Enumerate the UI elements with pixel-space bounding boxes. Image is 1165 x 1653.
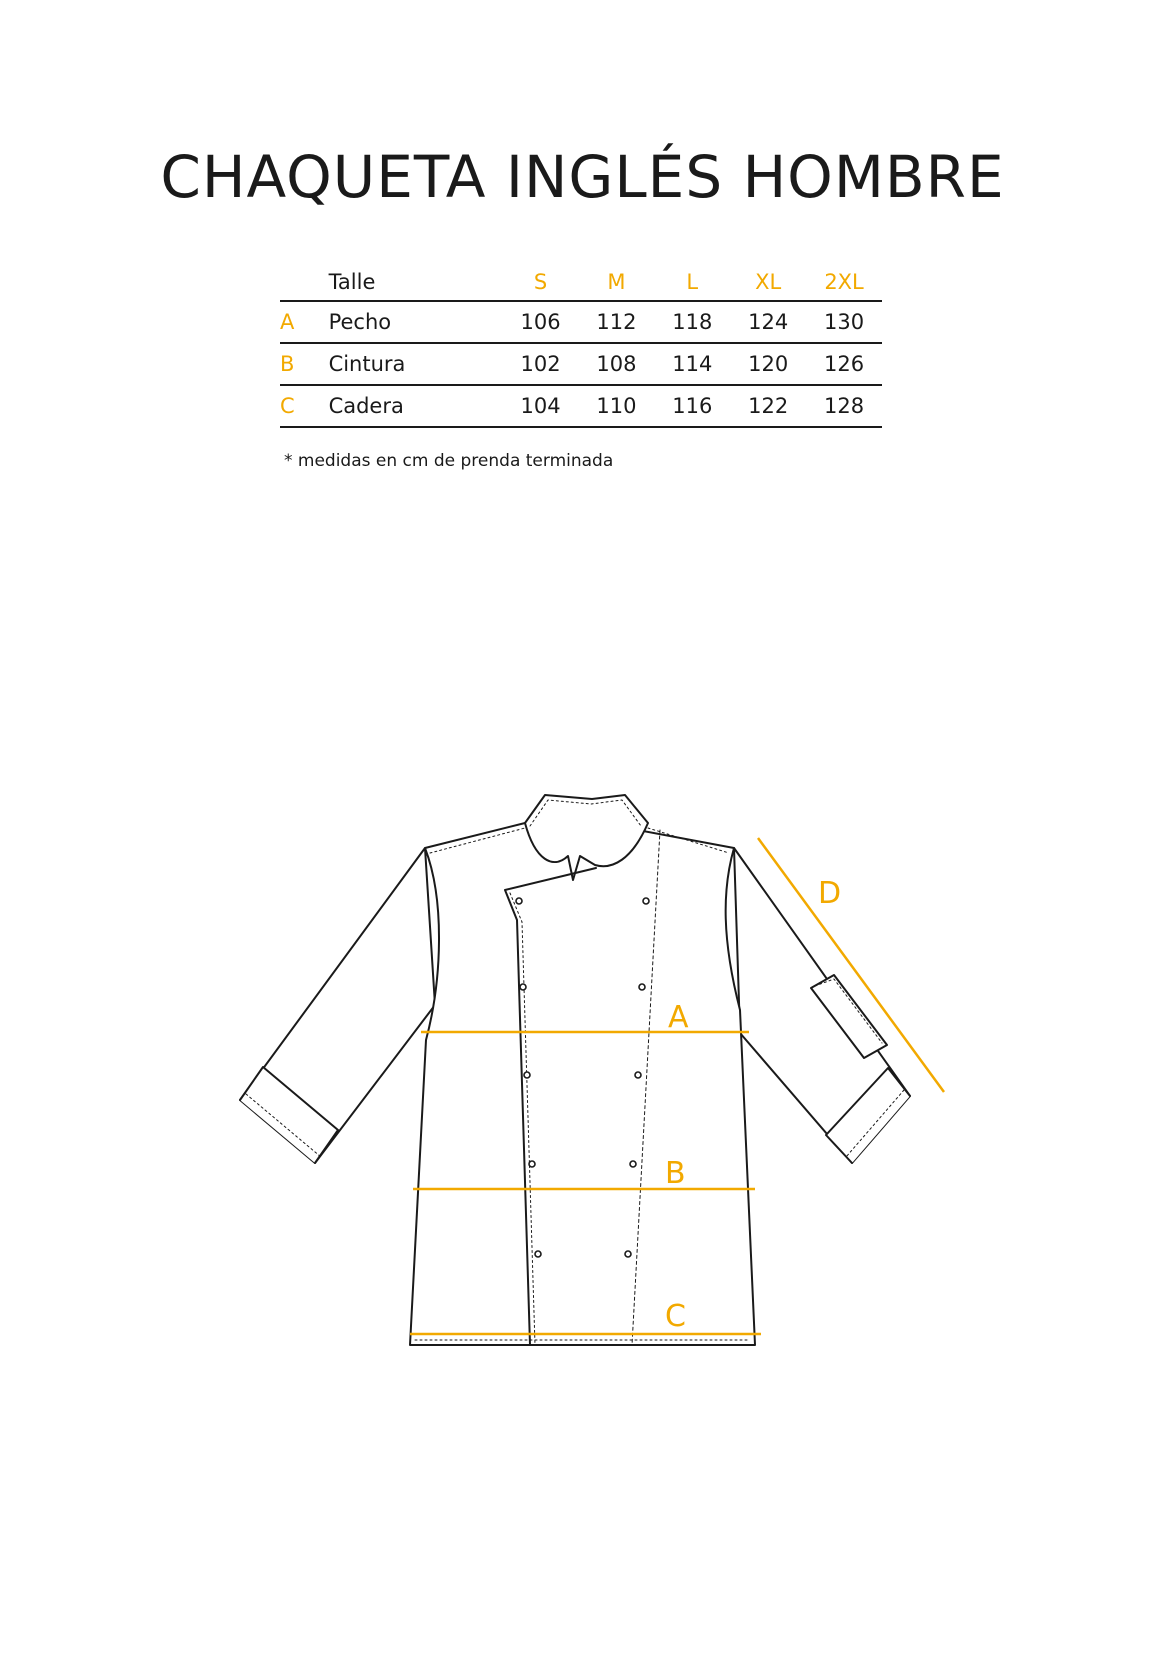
cell-value: 122 [748,394,789,418]
button-icon [535,1251,541,1257]
button-icon [639,984,645,990]
row-name: Cadera [328,394,404,418]
row-key: B [280,352,295,376]
size-label-m: M [607,270,626,294]
button-icon [635,1072,641,1078]
button-icon [630,1161,636,1167]
cell-value: 120 [748,352,789,376]
button-icon [524,1072,530,1078]
size-label-s: S [533,270,548,294]
size-label-2xl: 2XL [824,270,864,294]
measure-label-c: C [665,1299,686,1334]
button-icon [625,1251,631,1257]
button-icon [520,984,526,990]
cell-value: 128 [823,394,865,418]
cell-value: 130 [823,310,865,334]
cell-value: 124 [748,310,789,334]
cell-value: 102 [520,352,561,376]
cell-value: 112 [596,310,637,334]
row-name: Cintura [328,352,406,376]
cell-value: 108 [596,352,637,376]
cell-value: 116 [672,394,713,418]
row-key: C [280,394,295,418]
cell-value: 118 [672,310,713,334]
cell-value: 110 [596,394,637,418]
measurement-footnote: * medidas en cm de prenda terminada [284,451,614,471]
cell-value: 104 [520,394,561,418]
row-name: Pecho [328,310,392,334]
cell-value: 106 [520,310,561,334]
cell-value: 114 [672,352,713,376]
measure-label-d: D [818,876,842,911]
button-icon [643,898,649,904]
button-icon [516,898,522,904]
button-icon [529,1161,535,1167]
size-label-l: L [686,270,699,294]
measure-label-b: B [665,1156,686,1191]
page-title: CHAQUETA INGLÉS HOMBRE [160,143,1005,211]
size-label-xl: XL [755,270,782,294]
jacket-body [410,823,755,1345]
measure-label-a: A [668,1000,689,1035]
cell-value: 126 [823,352,865,376]
row-key: A [280,310,295,334]
header-label: Talle [328,270,376,294]
